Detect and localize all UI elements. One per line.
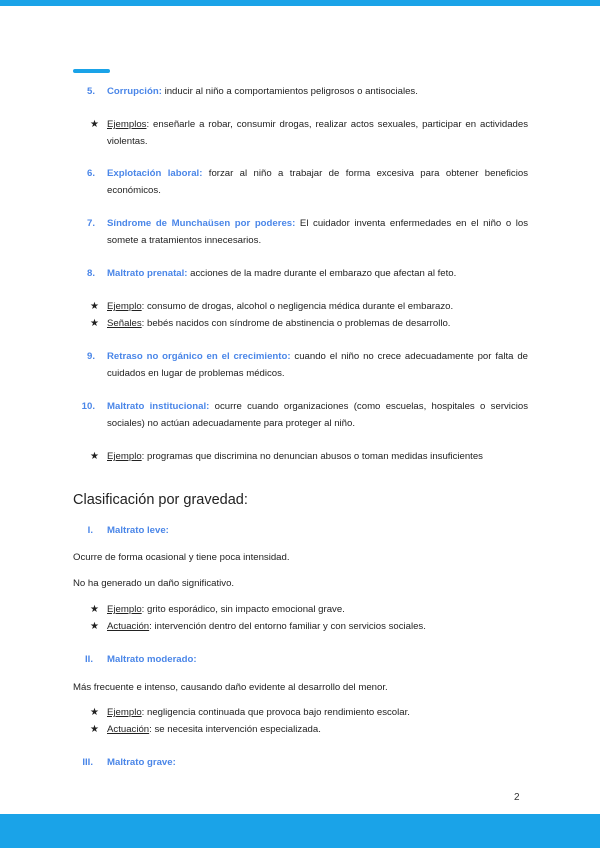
item-label: Síndrome de Munchaüsen por poderes: xyxy=(107,218,296,229)
star-icon: ★ xyxy=(90,119,99,130)
list-item-retraso xyxy=(73,349,528,382)
severity-number: II. xyxy=(85,654,93,665)
bullet-text: : grito esporádico, sin impacto emocional grave. xyxy=(141,604,345,615)
star-icon: ★ xyxy=(90,707,99,718)
bullet-text: : enseñarle a robar, consumir drogas, realizar actos sexuales, participar en actividades violentas. xyxy=(107,119,528,147)
severity-label: Maltrato moderado: xyxy=(107,654,197,665)
bullet-label: Señales xyxy=(107,318,142,329)
bullet-label: Ejemplo xyxy=(107,707,142,718)
severity-label: Maltrato grave: xyxy=(107,757,176,768)
item-label: Maltrato prenatal: xyxy=(107,268,188,279)
star-icon: ★ xyxy=(90,318,99,329)
bullet-label: Ejemplo xyxy=(107,604,142,615)
star-icon: ★ xyxy=(90,724,99,735)
bullet-ejemplos xyxy=(73,117,528,150)
page-number: 2 xyxy=(514,792,520,803)
bullet-label: Actuación xyxy=(107,621,150,632)
item-number: 7. xyxy=(86,218,95,229)
paragraph-leve-1: Ocurre de forma ocasional y tiene poca intensidad. xyxy=(73,552,290,563)
list-item-explotacion xyxy=(73,166,528,199)
severity-number: I. xyxy=(87,525,93,536)
list-item-corrupcion xyxy=(73,84,528,101)
item-number: 8. xyxy=(86,268,95,279)
bullet-label: Ejemplos xyxy=(107,119,147,130)
section-heading: Clasificación por gravedad: xyxy=(73,492,248,508)
item-text: El cuidador inventa enfermedades en el niño o los somete a tratamientos innecesarios. xyxy=(107,218,528,246)
bullet-ejemplo-moderado xyxy=(73,705,528,722)
bullet-text: : se necesita intervención especializada. xyxy=(149,724,321,735)
star-icon: ★ xyxy=(90,621,99,632)
item-label: Corrupción: xyxy=(107,86,162,97)
bullet-ejemplo-prenatal xyxy=(73,299,528,316)
item-number: 6. xyxy=(86,168,95,179)
item-text: ocurre cuando organizaciones (como escuelas, hospitales o servicios sociales) no actúan adecuadamente para proteger al niño. xyxy=(107,401,528,429)
item-text: forzar al niño a trabajar de forma excesiva para obtener beneficios económicos. xyxy=(107,168,528,196)
list-item-munchausen xyxy=(73,216,528,249)
bullet-ejemplo-institucional xyxy=(73,449,528,466)
item-text: inducir al niño a comportamientos peligrosos o antisociales. xyxy=(161,86,418,97)
list-item-prenatal xyxy=(73,266,528,283)
top-bar xyxy=(0,0,600,6)
severity-leve xyxy=(73,523,528,540)
item-number: 10. xyxy=(81,401,95,412)
item-text: cuando el niño no crece adecuadamente por falta de cuidados en lugar de problemas médicos. xyxy=(107,351,528,379)
paragraph-moderado-1: Más frecuente e intenso, causando daño evidente al desarrollo del menor. xyxy=(73,682,388,693)
bullet-text: : negligencia continuada que provoca bajo rendimiento escolar. xyxy=(141,707,410,718)
star-icon: ★ xyxy=(90,451,99,462)
severity-number: III. xyxy=(82,757,93,768)
accent-line xyxy=(73,69,110,73)
bullet-text: : programas que discrimina no denuncian abusos o toman medidas insuficientes xyxy=(141,451,483,462)
list-item-institucional xyxy=(73,399,528,432)
item-label: Maltrato institucional: xyxy=(107,401,210,412)
bullet-label: Actuación xyxy=(107,724,150,735)
bullet-actuacion-moderado xyxy=(73,722,528,739)
severity-moderado xyxy=(73,652,528,669)
severity-grave xyxy=(73,755,528,772)
item-number: 5. xyxy=(86,86,95,97)
star-icon: ★ xyxy=(90,604,99,615)
item-number: 9. xyxy=(86,351,95,362)
bullet-label: Ejemplo xyxy=(107,301,142,312)
paragraph-leve-2: No ha generado un daño significativo. xyxy=(73,578,235,589)
severity-label: Maltrato leve: xyxy=(107,525,169,536)
bullet-actuacion-leve xyxy=(73,619,528,636)
bottom-bar xyxy=(0,814,600,848)
bullet-senales-prenatal xyxy=(73,316,528,333)
bullet-ejemplo-leve xyxy=(73,602,528,619)
bullet-text: : consumo de drogas, alcohol o negligencia médica durante el embarazo. xyxy=(141,301,454,312)
item-label: Retraso no orgánico en el crecimiento: xyxy=(107,351,291,362)
item-text: acciones de la madre durante el embarazo que afectan al feto. xyxy=(187,268,457,279)
bullet-text: : intervención dentro del entorno familiar y con servicios sociales. xyxy=(149,621,426,632)
bullet-text: : bebés nacidos con síndrome de abstinencia o problemas de desarrollo. xyxy=(141,318,451,329)
bullet-label: Ejemplo xyxy=(107,451,142,462)
star-icon: ★ xyxy=(90,301,99,312)
item-label: Explotación laboral: xyxy=(107,168,203,179)
